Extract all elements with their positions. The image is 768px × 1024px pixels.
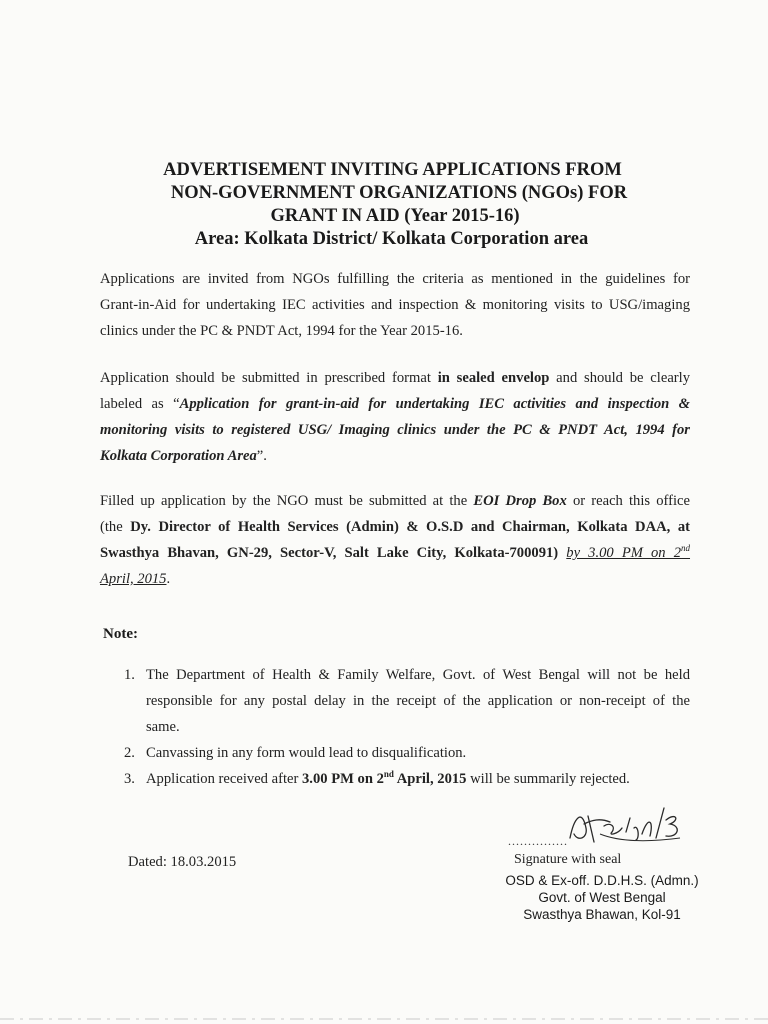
text-run: .	[166, 571, 171, 587]
note-line: responsible for any postal delay in the receipt of the application or non-receipt of the	[146, 693, 690, 709]
text-run: Filled up application by the NGO must be submitted at the	[100, 493, 474, 509]
text-run: labeled as “	[100, 396, 180, 412]
paragraph-line: monitoring visits to registered USG/ Imaging clinics under the PC & PNDT Act, 1994 for	[100, 422, 690, 438]
office-government: Govt. of West Bengal	[538, 890, 666, 905]
office-designation: OSD & Ex-off. D.D.H.S. (Admn.)	[505, 873, 699, 888]
note-line	[146, 662, 690, 688]
paragraph-line	[100, 488, 690, 514]
note-number: 1.	[124, 667, 135, 683]
paragraph-line: Grant-in-Aid for undertaking IEC activities and inspection & monitoring visits to USG/imaging	[100, 297, 690, 313]
note-number: 3.	[124, 771, 135, 787]
note-item	[120, 740, 690, 766]
signature-label: Signature with seal	[514, 852, 622, 867]
text-run: or reach this office	[566, 493, 691, 509]
paragraph-line	[100, 443, 690, 469]
emphasis-office-address: Dy. Director of Health Services (Admin) & O.S.D and Chairman, Kolkata DAA, at	[130, 519, 690, 535]
emphasis-eoi-drop-box: EOI Drop Box	[473, 493, 567, 509]
paragraph-submission-format	[100, 365, 690, 469]
emphasis-office-address: Swasthya Bhavan, GN-29, Sector-V, Salt Lake City, Kolkata-700091)	[100, 545, 559, 561]
paragraph-line: Applications are invited from NGOs fulfilling the criteria as mentioned in the guidelines for	[100, 271, 690, 287]
text-run: and should be clearly	[549, 370, 691, 386]
title-line-1: ADVERTISEMENT INVITING APPLICATIONS FROM	[163, 160, 622, 180]
text-run: Application should be submitted in prescribed format	[100, 370, 438, 386]
emphasis-label-text: Application for grant-in-aid for undertaking IEC activities and inspection &	[179, 396, 690, 412]
note-line: same.	[146, 719, 180, 735]
emphasis-sealed-envelop: in sealed envelop	[437, 370, 550, 386]
emphasis-label-text: Kolkata Corporation Area	[100, 448, 257, 464]
deadline-text	[566, 545, 690, 561]
note-line	[146, 766, 690, 792]
text-run: (the	[100, 519, 131, 535]
text-run: Application received after	[146, 771, 302, 787]
paragraph-line	[100, 540, 690, 566]
paragraph-invitation	[100, 266, 690, 344]
scan-edge-line	[0, 1018, 768, 1020]
title-line-2: NON-GOVERNMENT ORGANIZATIONS (NGOs) FOR	[170, 183, 628, 203]
paragraph-submission-location	[100, 488, 690, 592]
ordinal-suffix: nd	[681, 543, 691, 554]
note-line: Canvassing in any form would lead to disqualification.	[146, 745, 467, 761]
note-item	[120, 766, 690, 792]
paragraph-line	[100, 566, 690, 592]
paragraph-line: clinics under the PC & PNDT Act, 1994 for the Year 2015-16.	[100, 323, 463, 339]
ordinal-suffix: nd	[383, 769, 394, 780]
deadline-time: by 3.00 PM on 2	[566, 545, 682, 561]
office-address: Swasthya Bhawan, Kol-91	[523, 907, 681, 922]
handwritten-signature	[560, 798, 700, 858]
signature-dots: ...............	[508, 834, 568, 848]
note-heading: Note:	[103, 626, 138, 642]
deadline-time: 3.00 PM on 2	[302, 771, 384, 787]
text-run: will be summarily rejected.	[466, 771, 630, 787]
text-run: The Department of Health & Family Welfare, Govt. of West Bengal	[146, 667, 588, 683]
text-run: will not be held	[587, 667, 690, 683]
office-stamp	[492, 872, 712, 923]
deadline-date: April, 2015	[393, 771, 467, 787]
title-line-3: GRANT IN AID (Year 2015-16)	[270, 206, 520, 226]
note-item	[120, 662, 690, 740]
title-line-4: Area: Kolkata District/ Kolkata Corporation area	[194, 229, 589, 249]
paragraph-line	[100, 514, 690, 540]
note-number: 2.	[124, 745, 135, 761]
paragraph-line	[100, 365, 690, 391]
dated-line: Dated: 18.03.2015	[128, 854, 237, 870]
document-title	[0, 159, 768, 251]
deadline-date: April, 2015	[100, 571, 167, 587]
note-list	[120, 662, 690, 792]
text-run: ”.	[256, 448, 267, 464]
paragraph-line	[100, 391, 690, 417]
